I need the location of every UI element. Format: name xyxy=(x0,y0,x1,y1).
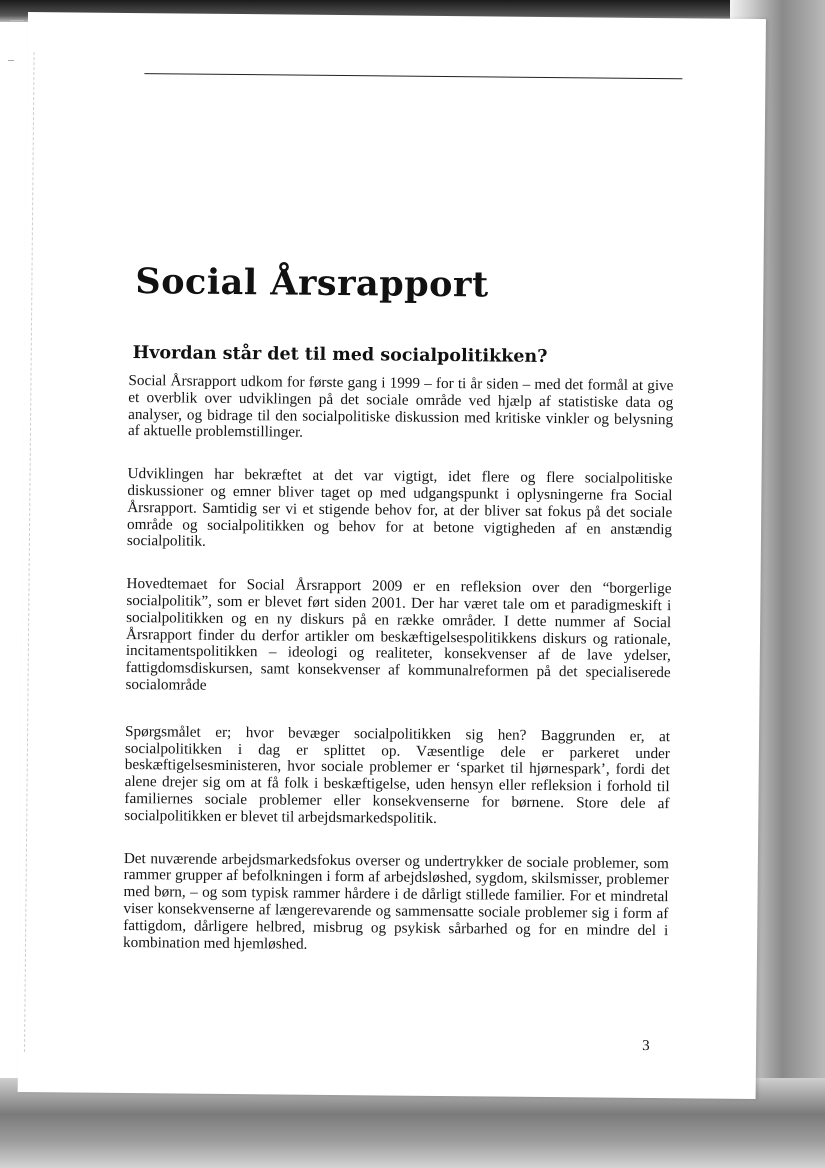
paragraph: Det nuværende arbejdsmarkedsfokus overser og undertrykker de sociale problemer, som rammer grupper af befolkningen i form af arbejdsløshed, sygdom, skilsmisser, problemer med børn, – og som typisk rammer hårdere i de dårligt stillede familier. For et mindretal viser konsekvenserne af længerevarende og sammensatte sociale problemer sig i form af fattigdom, dårligere helbred, misbrug og psykisk sårbarhed og for en mindre del i kombination med hjemløshed. xyxy=(122,849,669,953)
page-title: Social Årsrapport xyxy=(135,261,489,306)
margin-mark xyxy=(10,20,24,21)
paragraph: Hovedtemaet for Social Årsrapport 2009 er en refleksion over den “borgerlige socialpolitik”, som er blevet ført siden 2001. Der har været tale om et paradigmeskift i socialpolitikken og en ny diskurs på en række områder. I dette nummer af Social Årsrapport finder du derfor artikler om beskæftigelsespolitikkens diskurs og rationale, incitamentspolitikken – ideologi og realiteter, konsekvenser af de lave ydelser, fattigdomsdiskursen, samt konsekvenser af kommunalreformen på det specialiserede socialområde xyxy=(125,575,672,694)
page-edge xyxy=(24,52,36,1052)
margin-mark xyxy=(8,60,14,61)
section-heading: Hvordan står det til med socialpolitikken? xyxy=(132,343,548,368)
page-number: 3 xyxy=(642,1037,650,1055)
paragraph: Udviklingen har bekræftet at det var vigtigt, idet flere og flere socialpolitiske diskussioner og emner bliver taget op med udgangspunkt i oplysningerne fra Social Årsrapport. Samtidig ser vi et stigende behov for, at der bliver sat fokus på det sociale område og socialpolitikken og behov for at betone vigtigheden af en anstændig socialpolitik. xyxy=(126,465,673,551)
paragraph: Spørgsmålet er; hvor bevæger socialpolitikken sig hen? Baggrunden er, at socialpolitikken i dag er splittet op. Væsentlige dele er parkeret under beskæftigelsesministeren, hvor sociale problemer er ‘sparket til hjørnespark’, fordi det alene drejer sig om at få folk i beskæftigelse, uden hensyn eller refleksion i forhold til familiernes sociale problemer eller konsekvenserne for børnene. Store dele af socialpolitikken er blevet til arbejdsmarkedspolitik. xyxy=(124,722,671,827)
body-text xyxy=(123,373,674,983)
paragraph: Social Årsrapport udkom for første gang i 1999 – for ti år siden – med det formål at give et overblik over udviklingen på det sociale område ved hjælp af statistiske data og analyser, og bidrage til den socialpolitiske diskussion med kritiske vinkler og belysning af aktuelle problemstillinger. xyxy=(127,371,674,442)
document-page xyxy=(18,12,766,1099)
header-rule xyxy=(144,73,682,79)
